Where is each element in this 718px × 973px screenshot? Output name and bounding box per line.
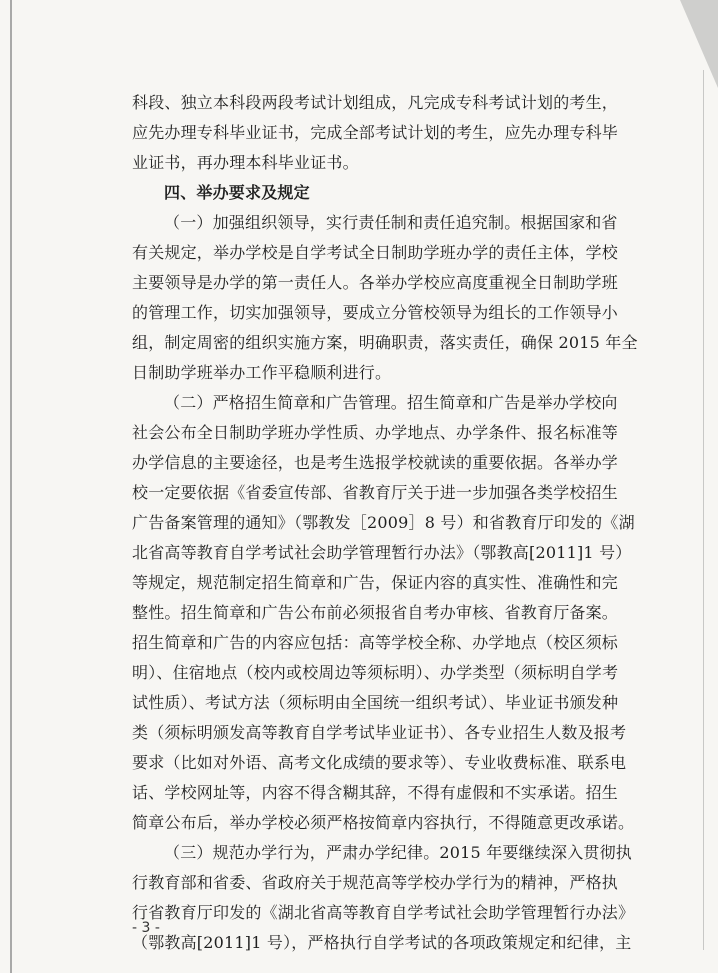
- text-line: 行教育部和省委、省政府关于规范高等学校办学行为的精神，严格执: [132, 873, 619, 892]
- text-line: （鄂教高[2011]1 号），严格执行自学考试的各项政策规定和纪律，主: [132, 933, 632, 952]
- section-heading: 四、举办要求及规定: [164, 183, 310, 202]
- page-number: - 3 -: [132, 920, 160, 936]
- text-line: 行省教育厅印发的《湖北省高等教育自学考试社会助学管理暂行办法》: [132, 903, 635, 922]
- paragraph-start: （二）严格招生简章和广告管理。招生简章和广告是举办学校向: [164, 393, 618, 412]
- text-line: 明）、住宿地点（校内或校周边等须标明）、办学类型（须标明自学考: [132, 663, 619, 682]
- text-line: 主要领导是办学的第一责任人。各举办学校应高度重视全日制助学班: [132, 273, 619, 292]
- text-line: 北省高等教育自学考试社会助学管理暂行办法》（鄂教高[2011]1 号）: [132, 543, 632, 562]
- text-line: 类（须标明颁发高等教育自学考试毕业证书）、各专业招生人数及报考: [132, 723, 627, 742]
- text-line: 有关规定，举办学校是自学考试全日制助学班办学的责任主体，学校: [132, 243, 619, 262]
- text-line: 应先办理专科毕业证书，完成全部考试计划的考生，应先办理专科毕: [132, 123, 619, 142]
- text-line: 办学信息的主要途径，也是考生选报学校就读的重要依据。各举办学: [132, 453, 619, 472]
- text-line: 广告备案管理的通知》（鄂教发［2009］8 号）和省教育厅印发的《湖: [132, 513, 635, 532]
- text-line: 日制助学班举办工作平稳顺利进行。: [132, 363, 392, 382]
- paragraph-start: （一）加强组织领导，实行责任制和责任追究制。根据国家和省: [164, 213, 618, 232]
- text-line: 组，制定周密的组织实施方案，明确职责，落实责任，确保 2015 年全: [132, 333, 638, 352]
- text-line: 试性质）、考试方法（须标明由全国统一组织考试）、毕业证书颁发种: [132, 693, 619, 712]
- text-line: 话、学校网址等，内容不得含糊其辞，不得有虚假和不实承诺。招生: [132, 783, 619, 802]
- text-line: 简章公布后，举办学校必须严格按简章内容执行，不得随意更改承诺。: [132, 813, 635, 832]
- text-line: 校一定要依据《省委宣传部、省教育厅关于进一步加强各类学校招生: [132, 483, 619, 502]
- text-line: 的管理工作，切实加强领导，要成立分管校领导为组长的工作领导小: [132, 303, 619, 322]
- text-line: 社会公布全日制助学班办学性质、办学地点、办学条件、报名标准等: [132, 423, 619, 442]
- body-text: [132, 88, 672, 958]
- text-line: 业证书，再办理本科毕业证书。: [132, 153, 359, 172]
- paragraph-start: （三）规范办学行为，严肃办学纪律。2015 年要继续深入贯彻执: [164, 843, 633, 862]
- text-line: 招生简章和广告的内容应包括：高等学校全称、办学地点（校区须标: [132, 633, 619, 652]
- scan-edge-right: [703, 70, 704, 950]
- text-line: 要求（比如对外语、高考文化成绩的要求等）、专业收费标准、联系电: [132, 753, 627, 772]
- scan-edge-left: [10, 0, 12, 973]
- text-line: 等规定，规范制定招生简章和广告，保证内容的真实性、准确性和完: [132, 573, 619, 592]
- text-line: 整性。招生简章和广告公布前必须报省自考办审核、省教育厅备案。: [132, 603, 619, 622]
- text-line: 科段、独立本科段两段考试计划组成，凡完成专科考试计划的考生，: [132, 93, 619, 112]
